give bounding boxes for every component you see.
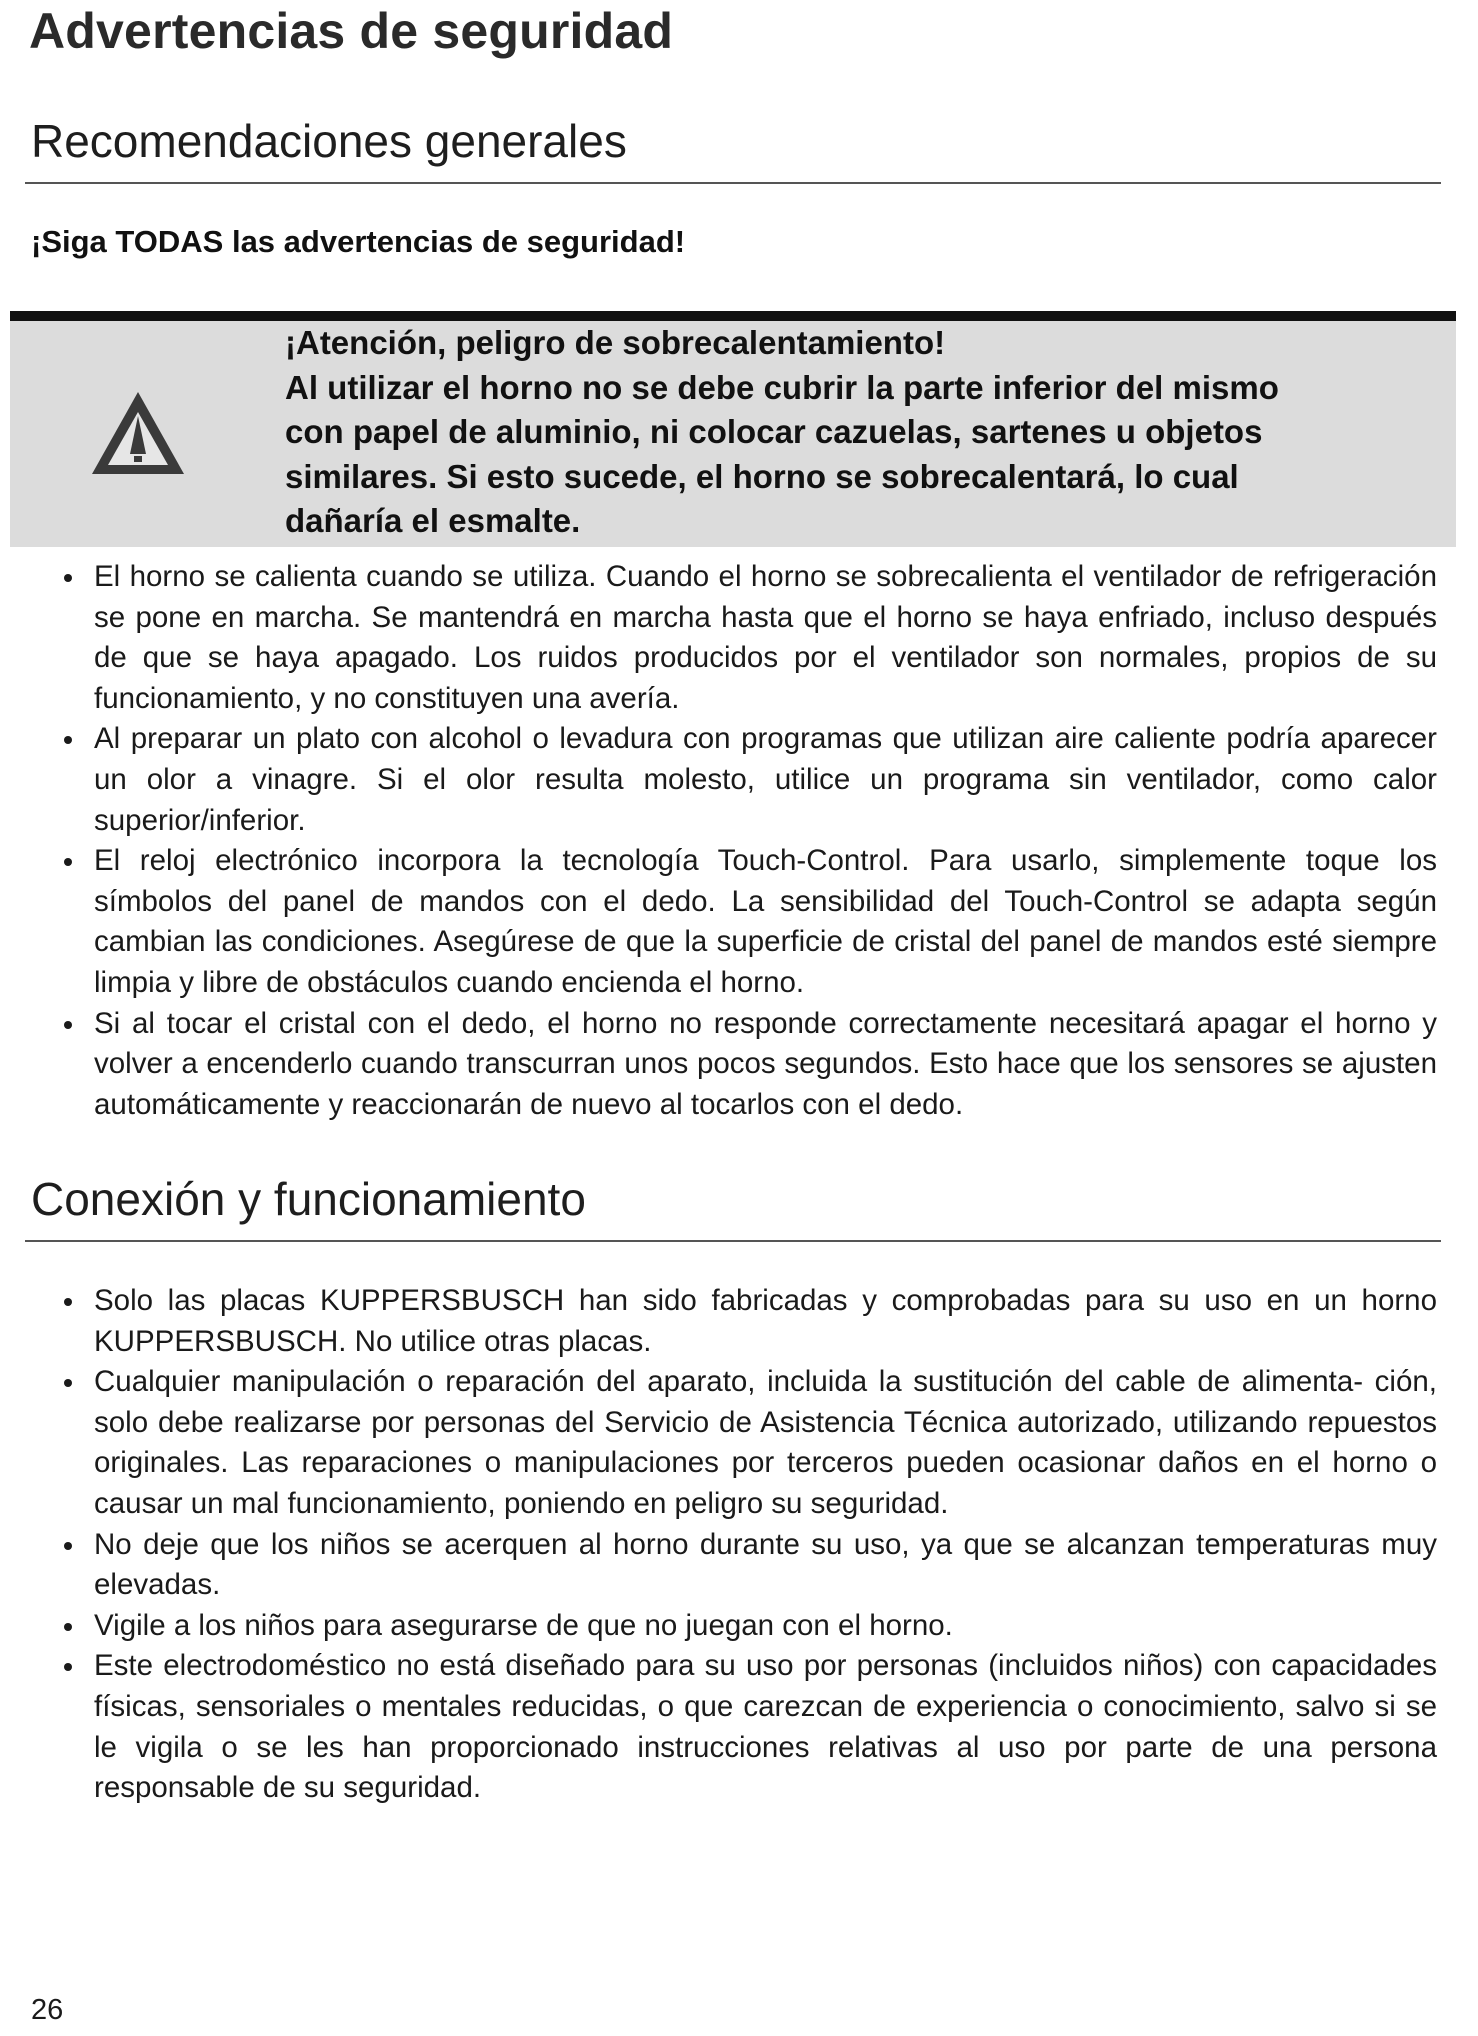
list-item: Vigile a los niños para asegurarse de que no juegan con el horno. — [0, 1606, 1437, 1647]
warning-line: dañaría el esmalte. — [285, 502, 581, 539]
section-heading-connection: Conexión y funcionamiento — [31, 1173, 586, 1225]
list-item: Este electrodoméstico no está diseñado para su uso por personas (incluidos niños) con capacidades físicas, sensoriales o mentales reducidas, o que carezcan de experiencia o conocimiento, salvo si se le vigila o se les han proporcionado instrucciones relativas al uso por parte de una persona responsable de su seguridad. — [0, 1646, 1437, 1808]
warning-line: con papel de aluminio, ni colocar cazuelas, sartenes u objetos — [285, 413, 1263, 450]
section-heading-general: Recomendaciones generales — [31, 115, 627, 167]
page-number: 26 — [31, 1994, 64, 2026]
section-divider — [25, 182, 1441, 184]
general-recommendations-list — [0, 557, 1437, 1125]
section-divider — [25, 1240, 1441, 1242]
list-item: Al preparar un plato con alcohol o levadura con programas que utilizan aire caliente podría aparecer un olor a vinagre. Si el olor resulta molesto, utilice un programa sin ventilador, como calor superior/inferior. — [0, 719, 1437, 841]
warning-line: similares. Si esto sucede, el horno se sobrecalentará, lo cual — [285, 457, 1239, 495]
list-item: El reloj electrónico incorpora la tecnología Touch-Control. Para usarlo, simplemente toque los símbolos del panel de mandos con el dedo. La sensibilidad del Touch-Control se adapta según cambian las condiciones. Asegúrese de que la superficie de cristal del panel de mandos esté siempre limpia y libre de obstáculos cuando encienda el horno. — [0, 841, 1437, 1003]
connection-list — [0, 1281, 1437, 1809]
page-title: Advertencias de seguridad — [29, 3, 674, 59]
warning-triangle-icon — [88, 388, 188, 480]
list-item: El horno se calienta cuando se utiliza. Cuando el horno se sobrecalienta el ventilador de refrigeración se pone en marcha. Se mantendrá en marcha hasta que el horno se haya enfriado, incluso después de que se haya apagado. Los ruidos producidos por el ventilador son normales, propios de su funcionamiento, y no constituyen una avería. — [0, 557, 1437, 719]
list-item: Solo las placas KUPPERSBUSCH han sido fabricadas y comprobadas para su uso en un horno KUPPERSBUSCH. No utilice otras placas. — [0, 1281, 1437, 1362]
safety-lead: ¡Siga TODAS las advertencias de seguridad! — [31, 224, 686, 259]
warning-top-bar — [10, 311, 1456, 321]
warning-title: ¡Atención, peligro de sobrecalentamiento! — [285, 324, 946, 361]
warning-text — [285, 321, 1420, 544]
warning-line: Al utilizar el horno no se debe cubrir la parte inferior del mismo — [285, 368, 1279, 406]
list-item: Si al tocar el cristal con el dedo, el horno no responde correctamente necesitará apagar el horno y volver a encenderlo cuando transcurran unos pocos segundos. Esto hace que los sensores se ajusten automáticamente y reaccionarán de nuevo al tocarlos con el dedo. — [0, 1004, 1437, 1126]
list-item: Cualquier manipulación o reparación del aparato, incluida la sustitución del cable de alimenta- ción, solo debe realizarse por personas del Servicio de Asistencia Técnica autorizado, utilizando repuestos originales. Las reparaciones o manipulaciones por terceros pueden ocasionar daños en el horno o causar un mal funcionamiento, poniendo en peligro su seguridad. — [0, 1362, 1437, 1524]
list-item: No deje que los niños se acerquen al horno durante su uso, ya que se alcanzan temperaturas muy elevadas. — [0, 1525, 1437, 1606]
